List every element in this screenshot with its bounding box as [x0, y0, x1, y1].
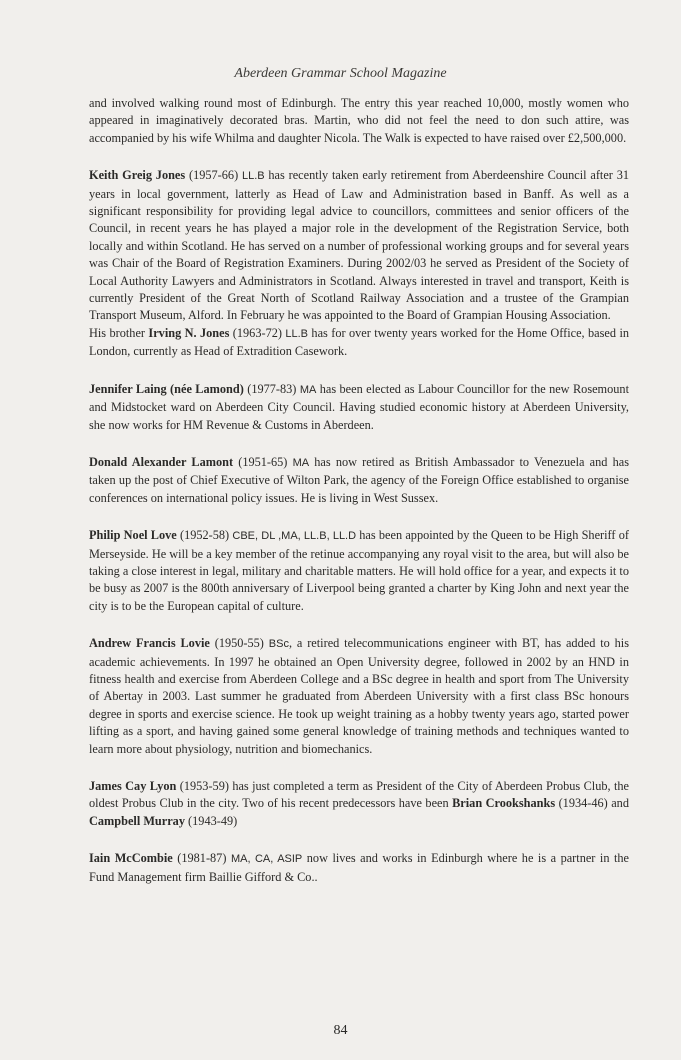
entry-text: (1953-59) has just completed a term as President of the City of Aberdeen Probus Club, the oldest Probus Club in the city. Two of his recent predecessors have been — [89, 779, 629, 811]
school-years: (1943-49) — [184, 813, 238, 828]
person-name: Brian Crookshanks — [452, 796, 556, 811]
entry-text: has been appointed by the Queen to be High Sheriff of Merseyside. He will be a key member of the retinue accompanying any royal visit to the area, but will also be taking a close interest in legal, military and charitable matters. He will hold office for a year, and expects it to be busy as 2007 is the 800th anniversary of Liverpool being granted a charter by King John and next year the city is to be the European capital of culture. — [89, 528, 629, 613]
qualifications: MA, CA, ASIP — [230, 853, 303, 866]
school-years: (1950-55) — [209, 636, 269, 651]
person-name: Jennifer Laing (née Lamond) — [89, 381, 244, 396]
person-name: Andrew Francis Lovie — [89, 636, 210, 651]
person-name: Iain McCombie — [89, 851, 173, 866]
person-name: Campbell Murray — [89, 813, 185, 828]
entry-text: has now retired as British Ambassador to Venezuela and has taken up the post of Chief Executive of Wilton Park, the agency of the Foreign Office established to organise conferences on international policy issues. He is living in West Sussex. — [89, 454, 629, 505]
school-years: (1957-66) — [185, 168, 242, 183]
entry-text: has for over twenty years worked for the Home Office, based in London, currently as Head of Extradition Casework. — [89, 325, 630, 359]
qualifications: CBE, DL ,MA, LL.B, LL.D — [232, 530, 357, 543]
entry-text: , a retired telecommunications engineer with BT, has added to his academic achievements. In 1997 he obtained an Open University degree, followed in 2002 by an HND in fitness health and exercise from Aberdeen College and a BSc degree in health and sport from The University of Abertay in 2003. Last summer he graduated from Aberdeen University with a first class BSc honours degree in sports and exercise science. He took up weight training as a hobby twenty years ago, started power lifting as a sport, and having gained some general knowledge of training methods and techniques wanted to learn more about physiology, nutrition and biomechanics. — [89, 636, 629, 756]
person-name: James Cay Lyon — [89, 779, 177, 793]
entry-andrew-francis-lovie — [89, 635, 629, 758]
continued-paragraph: and involved walking round most of Edinburgh. The entry this year reached 10,000, mostly women who appeared in imaginatively decorated bras. Martin, who did not feel the need to don such attire, was accompanied by his wife Whilma and daughter Nicola. The Walk is expected to have raised over £2,500,000. — [89, 96, 629, 145]
entry-irving-n-jones — [89, 325, 629, 361]
person-name: Philip Noel Love — [89, 528, 177, 543]
page-number: 84 — [333, 1023, 348, 1038]
school-years: (1977-83) — [243, 381, 300, 396]
qualifications: LL.B — [285, 327, 309, 340]
school-years: (1952-58) — [176, 528, 233, 543]
school-years: (1963-72) — [229, 325, 286, 340]
entry-text: now lives and works in Edinburgh where he is a partner in the Fund Management firm Baillie Gifford & Co.. — [89, 851, 629, 884]
entry-iain-mccombie — [89, 850, 629, 886]
qualifications: LL.B — [241, 170, 265, 183]
person-name: Donald Alexander Lamont — [89, 454, 234, 469]
entry-prefix: His brother — [89, 325, 149, 340]
person-name: Keith Greig Jones — [89, 168, 186, 183]
qualifications: BSc — [268, 638, 289, 651]
entry-text: has recently taken early retirement from Aberdeenshire Council after 31 years in local government, latterly as Head of Law and Administration based in Banff. As well as a significant responsibility for providing legal advice to councillors, committees and senior officers of the Council, in recent years he has played a major role in the development of the Registration Service, both locally and within Scotland. He has served on a number of professional working groups and for several years was Chair of the Board of Registration Examiners. During 2002/03 he served as President of the Society of Local Authority Lawyers and Administrators in Scotland. Always interested in travel and transport, Keith is currently President of the Great North of Scotland Railway Association and a trustee of the Grampian Transport Museum, Alford. In February he was appointed to the Board of Grampian Housing Association. — [89, 168, 629, 323]
person-name: Irving N. Jones — [148, 325, 230, 340]
entry-keith-greig-jones — [89, 167, 629, 325]
page-body — [89, 95, 629, 906]
qualifications: MA — [299, 383, 317, 396]
school-years: (1981-87) — [172, 851, 231, 866]
qualifications: MA — [292, 456, 310, 469]
entry-text: has been elected as Labour Councillor for the new Rosemount and Midstocket ward on Aberdeen City Council. Having studied economic history at Aberdeen University, she now works for HM Revenue & Customs in Aberdeen. — [89, 381, 629, 432]
entry-james-cay-lyon — [89, 778, 629, 830]
entry-jennifer-laing — [89, 381, 629, 434]
running-header: Aberdeen Grammar School Magazine — [234, 66, 447, 81]
entry-philip-noel-love — [89, 527, 629, 615]
school-years: (1951-65) — [233, 454, 293, 469]
entry-donald-alexander-lamont — [89, 454, 629, 507]
school-years: (1934-46) and — [555, 796, 629, 811]
